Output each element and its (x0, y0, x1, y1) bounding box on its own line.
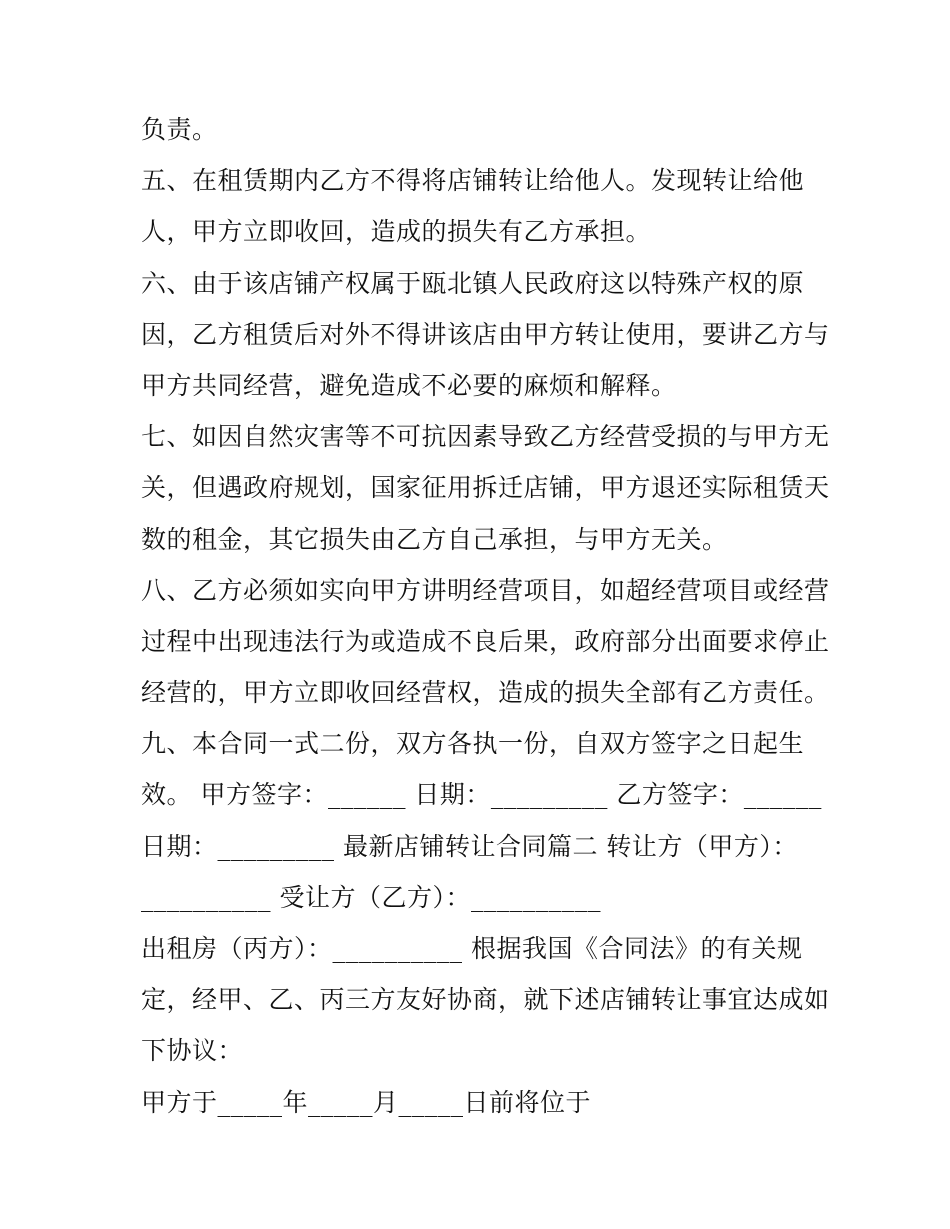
text-line: 因，乙方租赁后对外不得讲该店由甲方转让使用，要讲乙方与 (141, 319, 830, 349)
document-body (141, 104, 830, 1128)
text-line: 九、本合同一式二份，双方各执一份，自双方签字之日起生 (141, 729, 805, 759)
text-line: 甲方共同经营，避免造成不必要的麻烦和解释。 (141, 370, 677, 400)
text-line: 下协议： (141, 1036, 244, 1066)
text-line: 数的租金，其它损失由乙方自己承担，与甲方无关。 (141, 524, 728, 554)
text-line: 六、由于该店铺产权属于瓯北镇人民政府这以特殊产权的原 (141, 268, 805, 298)
text-line: 八、乙方必须如实向甲方讲明经营项目，如超经营项目或经营 (141, 575, 830, 605)
text-line: 七、如因自然灾害等不可抗因素导致乙方经营受损的与甲方无 (141, 422, 830, 452)
text-line: 过程中出现违法行为或造成不良后果，政府部分出面要求停止 (141, 626, 830, 656)
text-line: 日期：_________ 最新店铺转让合同篇二 转让方（甲方）： (141, 831, 798, 861)
text-line: 负责。 (141, 115, 218, 144)
party-line: __________ 受让方（乙方）：__________ (141, 882, 601, 912)
date-line: 甲方于_____年_____月_____日前将位于 (141, 1087, 592, 1117)
party-line: 出租房（丙方）：__________ 根据我国《合同法》的有关规 (141, 934, 803, 963)
text-line: 定，经甲、乙、丙三方友好协商，就下述店铺转让事宜达成如 (141, 985, 830, 1015)
signature-line: 效。 甲方签字：______ 日期：_________ 乙方签字：______ (141, 780, 822, 810)
text-line: 关，但遇政府规划，国家征用拆迁店铺，甲方退还实际租赁天 (141, 473, 830, 503)
text-line: 人，甲方立即收回，造成的损失有乙方承担。 (141, 217, 652, 247)
text-line: 经营的，甲方立即收回经营权，造成的损失全部有乙方责任。 (141, 678, 830, 708)
text-line: 五、在租赁期内乙方不得将店铺转让给他人。发现转让给他 (141, 166, 805, 196)
